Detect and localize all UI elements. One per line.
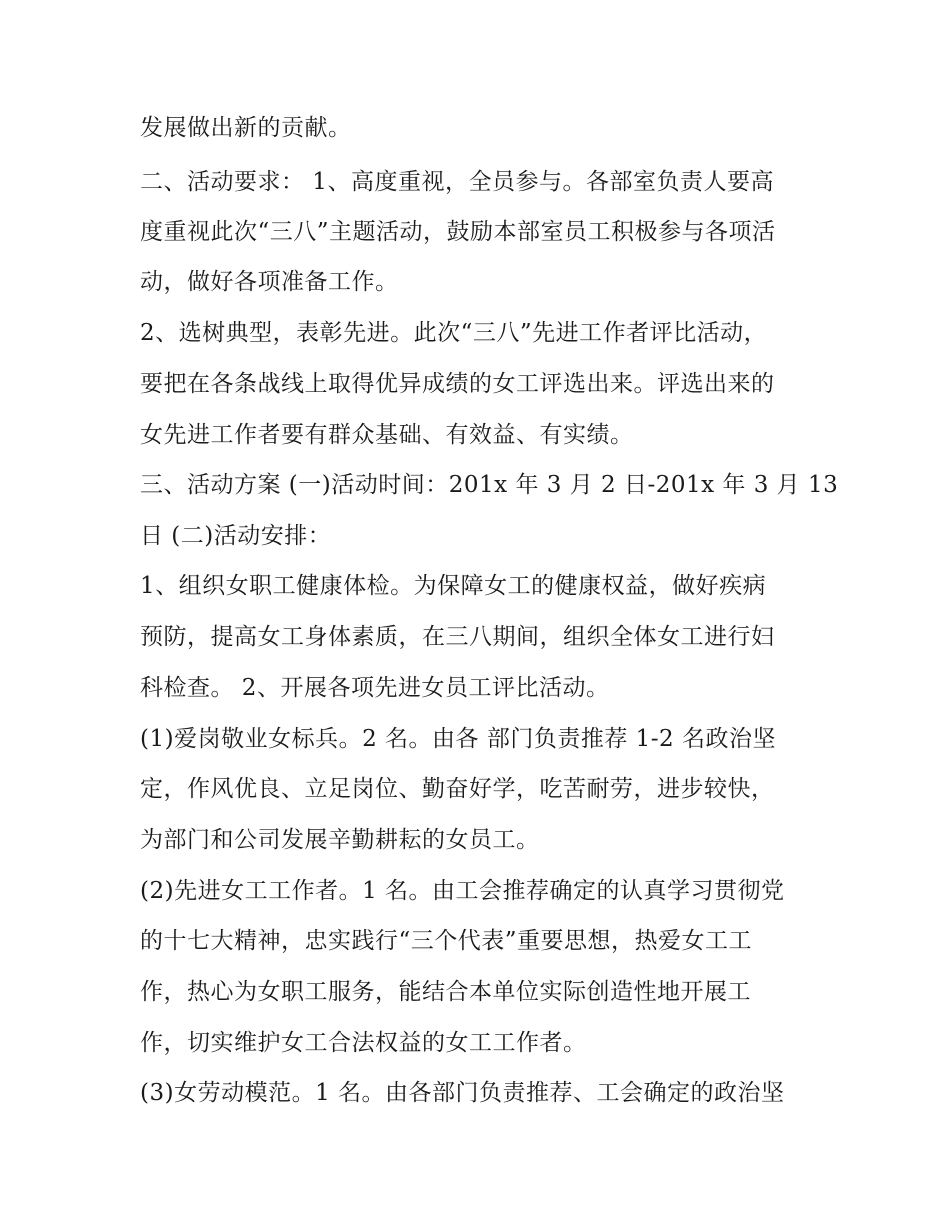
text-line-11: 预防，提高女工身体素质，在三八期间，组织全体女工进行妇 (140, 624, 775, 650)
text-line-13: (1)爱岗敬业女标兵。2 名。由各 部门负责推荐 1-2 名政治坚 (140, 726, 776, 752)
text-line-19: 作，切实维护女工合法权益的女工工作者。 (140, 1030, 587, 1056)
text-line-20: (3)女劳动模范。1 名。由各部门负责推荐、工会确定的政治坚 (140, 1080, 785, 1106)
text-line-17: 的十七大精神，忠实践行“三个代表”重要思想，热爱女工工 (140, 928, 753, 954)
text-line-12: 科检查。 2、开展各项先进女员工评比活动。 (140, 675, 610, 701)
text-line-1: 发展做出新的贡献。 (140, 115, 352, 141)
text-line-2: 二、活动要求： 1、高度重视，全员参与。各部室负责人要高 (140, 169, 774, 195)
text-line-3: 度重视此次“三八”主题活动，鼓励本部室员工积极参与各项活 (140, 219, 776, 245)
text-line-16: (2)先进女工工作者。1 名。由工会推荐确定的认真学习贯彻党 (140, 878, 785, 904)
text-line-14: 定，作风优良、立足岗位、勤奋好学，吃苦耐劳，进步较快， (140, 776, 775, 802)
text-line-8: 三、活动方案 (一)活动时间：201x 年 3 月 2 日-201x 年 3 月 13 (140, 472, 839, 498)
text-line-18: 作，热心为女职工服务，能结合本单位实际创造性地开展工 (140, 979, 751, 1005)
text-line-15: 为部门和公司发展辛勤耕耘的女员工。 (140, 827, 540, 853)
text-line-9: 日 (二)活动安排： (140, 523, 332, 549)
text-line-5: 2、选树典型，表彰先进。此次“三八”先进工作者评比活动， (140, 320, 768, 346)
text-line-10: 1、组织女职工健康体检。为保障女工的健康权益，做好疾病 (140, 573, 767, 599)
text-line-7: 女先进工作者要有群众基础、有效益、有实绩。 (140, 422, 634, 448)
text-line-6: 要把在各条战线上取得优异成绩的女工评选出来。评选出来的 (140, 371, 775, 397)
text-line-4: 动，做好各项准备工作。 (140, 269, 399, 295)
